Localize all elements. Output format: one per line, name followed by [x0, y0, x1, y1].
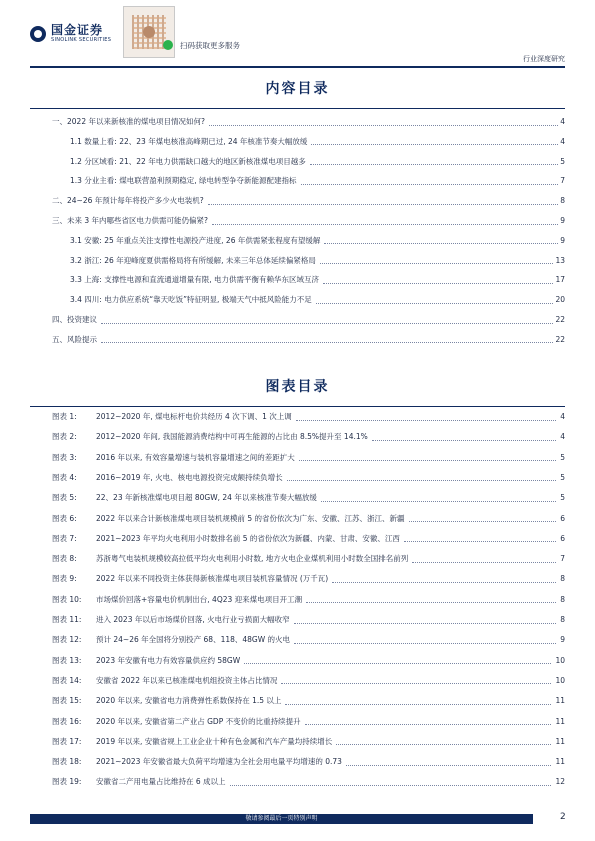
- toc-title: 内容目录: [265, 81, 330, 97]
- toc-entry-page: 4: [560, 117, 565, 126]
- figure-entry-number: 图表 17:: [52, 736, 82, 746]
- logo-name-en: SINOLINK SECURITIES: [51, 37, 112, 43]
- dot-leader: [306, 602, 556, 603]
- figure-entry-page: 8: [560, 615, 565, 624]
- dot-leader: [305, 724, 552, 725]
- dot-leader: [209, 125, 558, 126]
- company-logo: [30, 24, 111, 44]
- toc-entry-page: 17: [555, 275, 565, 285]
- figure-entry[interactable]: [52, 631, 565, 649]
- figure-entry[interactable]: [52, 530, 565, 548]
- dot-leader: [332, 582, 556, 583]
- dot-leader: [230, 785, 552, 786]
- toc-entry[interactable]: [52, 312, 565, 328]
- figure-entry-page: 11: [555, 716, 565, 726]
- page-header: [0, 0, 595, 70]
- dot-leader: [323, 283, 553, 284]
- toc-entry-label: 1.3 分业主看: 煤电联营盈利预期稳定, 绿电转型争夺新能源配建指标: [52, 173, 299, 189]
- dot-leader: [320, 263, 554, 264]
- figure-entry-page: 5: [560, 472, 565, 482]
- wechat-badge-icon: [163, 40, 173, 50]
- dot-leader: [299, 460, 556, 461]
- toc-entry-page: 9: [560, 216, 565, 225]
- dot-leader: [409, 521, 557, 522]
- dot-leader: [346, 765, 552, 766]
- figure-entry-label: 2016 年以来, 有效容量增速与装机容量增速之间的差距扩大: [96, 452, 295, 462]
- toc-entry-page: 20: [555, 295, 565, 305]
- figure-entry-label: 安徽省 2022 年以来已核准煤电机组投资主体占比情况: [96, 675, 278, 685]
- dot-leader: [244, 663, 551, 664]
- dot-leader: [321, 501, 556, 502]
- figure-entry-label: 2020 年以来, 安徽省电力消费弹性系数保持在 1.5 以上: [96, 696, 282, 706]
- footer-disclaimer: 敬请参阅最后一页特别声明: [245, 815, 318, 822]
- figure-entry[interactable]: [52, 753, 565, 771]
- toc-entry-label: 三、未来 3 年内哪些省区电力供需可能仍偏紧?: [52, 213, 210, 229]
- figure-entry-number: 图表 14:: [52, 675, 82, 685]
- figure-entry-label: 2020 年以来, 安徽省第二产业占 GDP 不变价的比重持续提升: [96, 716, 301, 726]
- figure-entry-label: 进入 2023 年以后市场煤价回落, 火电行业亏损面大幅收窄: [96, 615, 290, 624]
- toc-entry[interactable]: [52, 154, 565, 170]
- toc-entry-page: 8: [560, 196, 565, 206]
- dot-leader: [101, 323, 553, 324]
- figure-entry-page: 10: [555, 675, 565, 685]
- toc-entry-label: 1.1 数量上看: 22、23 年煤电核准高峰期已过, 24 年核准节奏大幅放缓: [52, 134, 309, 150]
- figure-entry-number: 图表 9:: [52, 574, 77, 584]
- figure-entry-label: 2022 年以来合计新核准煤电项目装机规模前 5 的省份依次为广东、安徽、江苏、浙江、新疆: [96, 513, 405, 523]
- figure-entry[interactable]: [52, 570, 565, 588]
- figure-entry-label: 2016~2019 年, 火电、核电电源投资完成额持续负增长: [96, 472, 283, 482]
- dot-leader: [294, 643, 556, 644]
- toc-entry[interactable]: [52, 272, 565, 288]
- figure-entry[interactable]: [52, 652, 565, 670]
- figure-entry[interactable]: [52, 428, 565, 446]
- figure-entry-number: 图表 3:: [52, 452, 77, 462]
- figure-entry-number: 图表 1:: [52, 412, 77, 421]
- dot-leader: [101, 342, 553, 343]
- toc-entry[interactable]: [52, 173, 565, 189]
- toc-entry-page: 5: [560, 156, 565, 166]
- figure-entry-label: 2023 年安徽有电力有效容量供应约 58GW: [96, 655, 241, 665]
- logo-mark-icon: [30, 26, 46, 42]
- toc-entry-page: 4: [560, 136, 565, 146]
- toc-entry-page: 13: [555, 255, 565, 265]
- toc-entry-label: 3.4 四川: 电力供应系统“靠天吃饭”特征明显, 极端天气中抵风险能力不足: [52, 292, 314, 308]
- figure-entry[interactable]: [52, 733, 565, 751]
- report-type-label: 行业深度研究: [523, 55, 565, 63]
- figure-entry-number: 图表 2:: [52, 432, 77, 442]
- figure-entry[interactable]: [52, 672, 565, 690]
- toc-entry-label: 3.2 浙江: 26 年迎峰度夏供需格局将有所缓解, 未来三年总体延续偏紧格局: [52, 253, 318, 269]
- qr-code-icon[interactable]: [123, 6, 175, 58]
- dot-leader: [294, 623, 557, 624]
- figure-entry-number: 图表 15:: [52, 696, 82, 706]
- dot-leader: [212, 224, 558, 225]
- figure-entry-page: 12: [555, 777, 565, 787]
- figure-entry-page: 5: [560, 493, 565, 503]
- toc-entry-page: 7: [560, 176, 565, 186]
- figure-entry-number: 图表 11:: [52, 615, 82, 624]
- logo-name-cn: 国金证券: [51, 23, 104, 37]
- toc-entry-page: 22: [555, 315, 565, 324]
- dot-leader: [281, 683, 551, 684]
- toc-entry-page: 9: [560, 235, 565, 245]
- figure-entry-label: 市场煤价回落+容量电价机制出台, 4Q23 迎来煤电项目开工潮: [96, 594, 303, 604]
- figure-entry-page: 11: [555, 696, 565, 706]
- figure-entry-page: 8: [560, 594, 565, 604]
- figure-entry[interactable]: [52, 611, 565, 629]
- toc-entry-label: 1.2 分区域看: 21、22 年电力供需缺口越大的地区新核准煤电项目越多: [52, 154, 308, 170]
- toc-entry-label: 3.1 安徽: 25 年重点关注支撑性电源投产进度, 26 年供需紧张程度有望缓解: [52, 233, 322, 249]
- figure-entry-page: 11: [555, 736, 565, 746]
- figure-entry-number: 图表 10:: [52, 594, 82, 604]
- figure-entry[interactable]: [52, 591, 565, 609]
- toc-entry[interactable]: [52, 253, 565, 269]
- toc-entry[interactable]: [52, 332, 565, 348]
- figure-entry-number: 图表 5:: [52, 493, 77, 503]
- toc-entry-label: 3.3 上海: 支撑性电源和直流通道增量有限, 电力供需平衡有赖华东区域互济: [52, 272, 321, 288]
- figure-entry-number: 图表 6:: [52, 513, 77, 523]
- figure-entry-page: 7: [560, 554, 565, 564]
- dot-leader: [301, 184, 559, 185]
- toc-title-divider: [30, 108, 565, 109]
- figure-entry-page: 4: [560, 412, 565, 421]
- toc-entry[interactable]: [52, 292, 565, 308]
- figure-entry[interactable]: [52, 510, 565, 528]
- scan-prompt: 扫码获取更多服务: [180, 41, 240, 50]
- figure-entry-number: 图表 16:: [52, 716, 82, 726]
- figure-entry[interactable]: [52, 408, 565, 426]
- figure-entry-page: 9: [560, 635, 565, 645]
- figure-entry-number: 图表 8:: [52, 554, 77, 564]
- figure-entry-number: 图表 18:: [52, 757, 82, 767]
- toc-entry-page: 22: [555, 334, 565, 344]
- figure-entry-number: 图表 12:: [52, 635, 82, 645]
- figure-entry-label: 22、23 年新核准煤电项目超 80GW, 24 年以来核准节奏大幅放缓: [96, 493, 317, 503]
- dot-leader: [208, 204, 558, 205]
- figure-entry-label: 2021~2023 年平均火电利用小时数排名前 5 的省份依次为新疆、内蒙、甘肃、安徽、江西: [96, 533, 400, 543]
- figure-entry-label: 2019 年以来, 安徽省规上工业企业十种有色金属和汽车产量均持续增长: [96, 736, 333, 746]
- toc-entry-label: 二、24~26 年预计每年将投产多少火电装机?: [52, 193, 206, 209]
- figure-entry-page: 6: [560, 513, 565, 523]
- dot-leader: [372, 440, 556, 441]
- dot-leader: [287, 480, 557, 481]
- toc-entry-label: 一、2022 年以来新核准的煤电项目情况如何?: [52, 114, 207, 130]
- figure-entry-number: 图表 13:: [52, 655, 82, 665]
- figure-entry-page: 4: [560, 432, 565, 442]
- figure-entry-label: 苏浙粤气电装机规模较高拉低平均火电利用小时数, 地方火电企业煤机利用小时数全国排名前列: [96, 554, 409, 564]
- figure-entry-number: 图表 7:: [52, 533, 77, 543]
- dot-leader: [296, 420, 556, 421]
- dot-leader: [412, 562, 556, 563]
- toc-entry[interactable]: [52, 134, 565, 150]
- figure-entry-page: 8: [560, 574, 565, 584]
- figure-entry-number: 图表 4:: [52, 472, 77, 482]
- figure-entry[interactable]: [52, 713, 565, 731]
- figure-entry[interactable]: [52, 449, 565, 467]
- figure-entry[interactable]: [52, 773, 565, 791]
- figures-title-divider: [30, 406, 565, 407]
- dot-leader: [311, 144, 558, 145]
- figure-entry-label: 2012~2020 年, 煤电标杆电价共经历 4 次下调、1 次上调: [96, 412, 292, 421]
- toc-entry[interactable]: [52, 213, 565, 229]
- page-number: 2: [560, 812, 566, 822]
- figure-entry-label: 预计 24~26 年全国将分别投产 68、118、48GW 的火电: [96, 635, 291, 645]
- figure-entry[interactable]: [52, 692, 565, 710]
- figure-entry-label: 2021~2023 年安徽省最大负荷平均增速为全社会用电量平均增速的 0.73: [96, 757, 342, 767]
- header-divider: [30, 66, 565, 68]
- figure-entry-page: 5: [560, 452, 565, 462]
- figure-entry-page: 10: [555, 655, 565, 665]
- dot-leader: [310, 164, 559, 165]
- figures-title: 图表目录: [265, 379, 330, 395]
- toc-entry-label: 五、风险提示: [52, 332, 99, 348]
- toc-entry[interactable]: [52, 114, 565, 130]
- dot-leader: [285, 704, 551, 705]
- figure-entry-number: 图表 19:: [52, 777, 82, 787]
- figure-entry-label: 2012~2020 年间, 我国能源消费结构中可再生能源的占比由 8.5%提升至 14.1%: [96, 432, 368, 442]
- dot-leader: [324, 243, 558, 244]
- figure-entry-page: 11: [555, 757, 565, 767]
- toc-entry-label: 四、投资建议: [52, 312, 99, 328]
- figure-entry[interactable]: [52, 489, 565, 507]
- dot-leader: [404, 541, 556, 542]
- toc-entry[interactable]: [52, 193, 565, 209]
- figure-entry[interactable]: [52, 469, 565, 487]
- toc-entry[interactable]: [52, 233, 565, 249]
- figure-entry-label: 2022 年以来不同投资主体获得新核准煤电项目装机容量情况 (万千瓦): [96, 574, 329, 584]
- dot-leader: [316, 303, 554, 304]
- figure-entry-label: 安徽省二产用电量占比维持在 6 成以上: [96, 777, 226, 787]
- dot-leader: [336, 744, 551, 745]
- figure-entry[interactable]: [52, 550, 565, 568]
- figure-entry-page: 6: [560, 533, 565, 543]
